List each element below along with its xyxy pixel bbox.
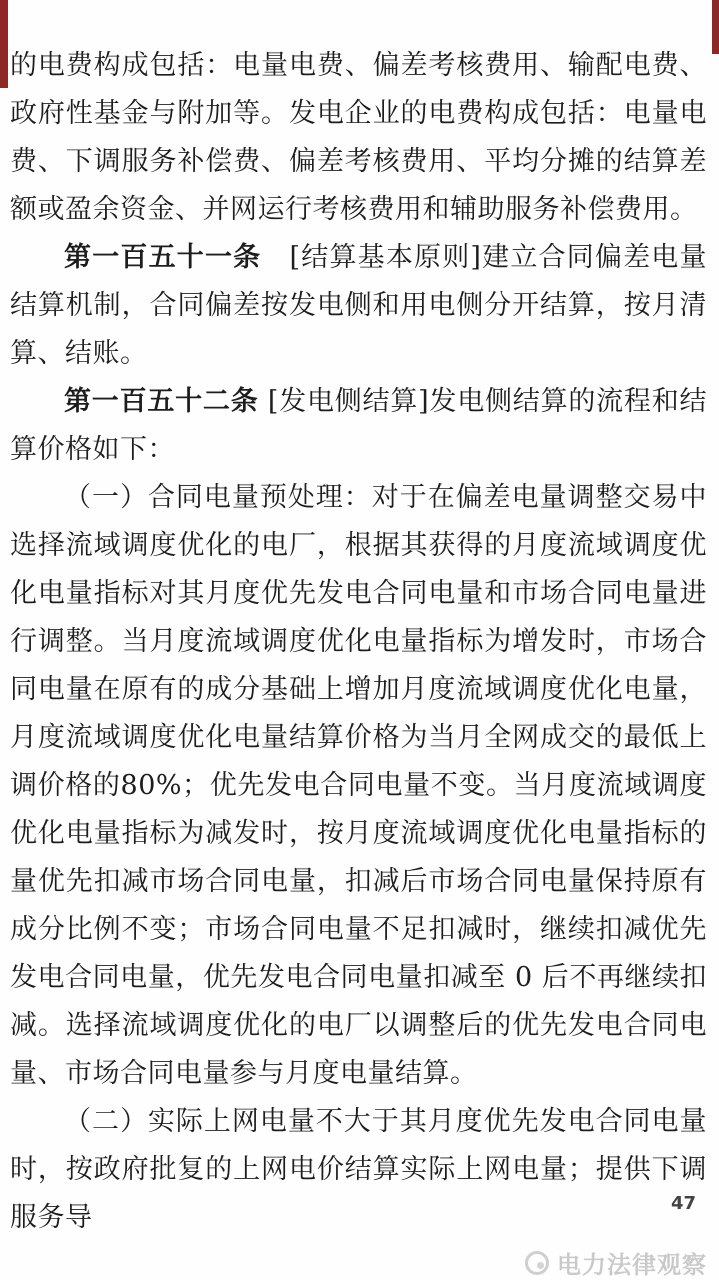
paragraph (10, 42, 707, 234)
paragraph-text: [结算基本原则]建立合同偏差电量结算机制，合同偏差按发电侧和用电侧分开结算，按月清算、结账。 (10, 242, 708, 369)
page-number: 47 (670, 1193, 696, 1214)
paragraph (10, 1098, 707, 1242)
paragraph-text: （二）实际上网电量不大于其月度优先发电合同电量时，按政府批复的上网电价结算实际上网电量；提供下调服务导 (10, 1106, 707, 1233)
red-corner-bar-top-right (712, 0, 719, 54)
paragraph-text: [发电侧结算]发电侧结算的流程和结算价格如下： (10, 386, 707, 465)
article-number: 第一百五十二条 (64, 386, 259, 417)
red-corner-bar-top-left (0, 0, 8, 88)
paragraph (10, 474, 707, 1098)
article-number: 第一百五十一条 (64, 242, 262, 273)
paragraph (10, 234, 707, 378)
footer-brand (525, 1245, 707, 1280)
brand-logo-icon (525, 1251, 549, 1275)
document-body (10, 42, 707, 1242)
paragraph-text: （一）合同电量预处理：对于在偏差电量调整交易中选择流域调度优化的电厂，根据其获得的月度流域调度优化电量指标对其月度优先发电合同电量和市场合同电量进行调整。当月度流域调度优化电量指标为增发时，市场合同电量在原有的成分基础上增加月度流域调度优化电量，月度流域调度优化电量结算价格为当月全网成交的最低上调价格的80%；优先发电合同电量不变。当月度流域调度优化电量指标为减发时，按月度流域调度优化电量指标的量优先扣减市场合同电量，扣减后市场合同电量保持原有成分比例不变；市场合同电量不足扣减时，继续扣减优先发电合同电量，优先发电合同电量扣减至 0 后不再继续扣减。选择流域调度优化的电厂以调整后的优先发电合同电量、市场合同电量参与月度电量结算。 (10, 482, 707, 1089)
paragraph (10, 378, 707, 474)
paragraph-text: 的电费构成包括：电量电费、偏差考核费用、输配电费、政府性基金与附加等。发电企业的电费构成包括：电量电费、下调服务补偿费、偏差考核费用、平均分摊的结算差额或盈余资金、并网运行考核费用和辅助服务补偿费用。 (10, 50, 707, 225)
brand-name: 电力法律观察 (557, 1251, 707, 1279)
